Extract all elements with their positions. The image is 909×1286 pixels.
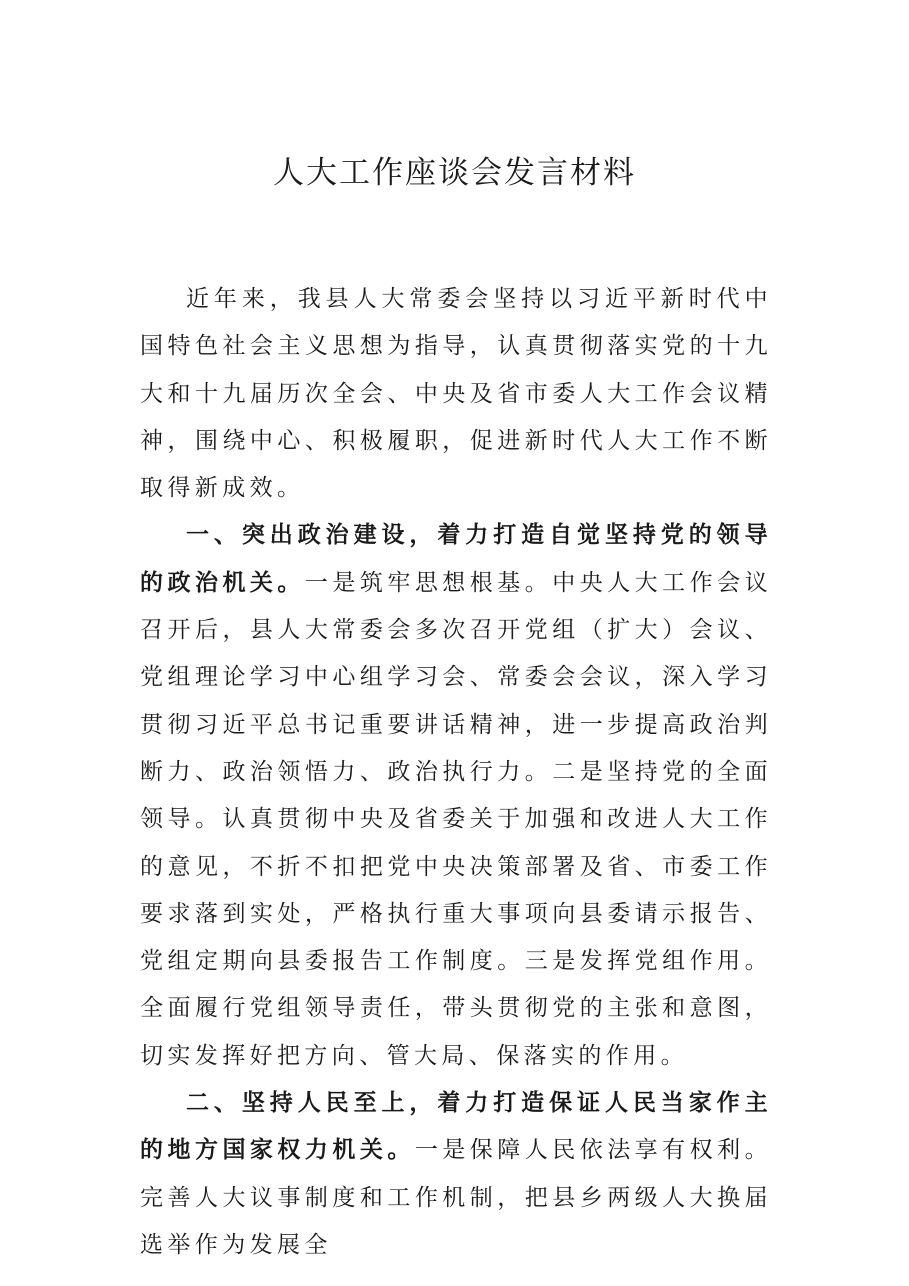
intro-paragraph: 近年来，我县人大常委会坚持以习近平新时代中国特色社会主义思想为指导，认真贯彻落实党的十九大和十九届历次全会、中央及省市委人大工作会议精神，围绕中心、积极履职，促进新时代人大工作不断取得新成效。	[140, 286, 772, 502]
section-2-heading: 二、坚持人民至上，着力打造保证人民当家作主的地方国家权力机关。	[140, 1090, 772, 1164]
document-body	[140, 276, 772, 1269]
section-1-text: 一是筑牢思想根基。中央人大工作会议召开后，县人大常委会多次召开党组（扩大）会议、党组理论学习中心组学习会、常委会会议，深入学习贯彻习近平总书记重要讲话精神，进一步提高政治判断力、政治领悟力、政治执行力。二是坚持党的全面领导。认真贯彻中央及省委关于加强和改进人大工作的意见，不折不扣把党中央决策部署及省、市委工作要求落到实处，严格执行重大事项向县委请示报告、党组定期向县委报告工作制度。三是发挥党组作用。全面履行党组领导责任，带头贯彻党的主张和意图，切实发挥好把方向、管大局、保落实的作用。	[140, 569, 772, 1069]
section-2-paragraph	[140, 1080, 772, 1269]
section-2-text: 一是保障人民依法享有权利。完善人大议事制度和工作机制，把县乡两级人大换届选举作为发展全	[140, 1137, 773, 1258]
section-1-heading: 一、突出政治建设，着力打造自觉坚持党的领导的政治机关。	[140, 522, 772, 596]
document-title: 人大工作座谈会发言材料	[273, 155, 636, 191]
section-1-paragraph	[140, 512, 772, 1080]
